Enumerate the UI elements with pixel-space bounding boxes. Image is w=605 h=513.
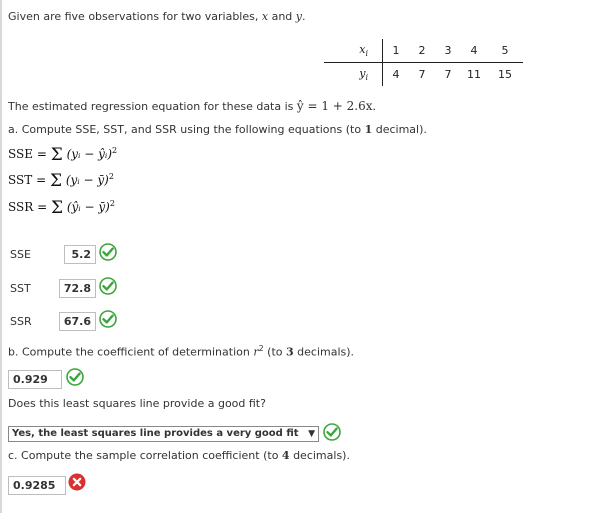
squared: 2 xyxy=(112,146,118,155)
part-a-precision: 1 xyxy=(364,123,373,136)
y-cell: 11 xyxy=(467,68,481,81)
y-cell: 4 xyxy=(392,68,400,81)
good-fit-question: Does this least squares line provide a good fit? xyxy=(8,397,266,410)
check-circle-icon xyxy=(99,310,117,328)
formula-sse-rhs: (yᵢ − ŷᵢ) xyxy=(66,147,113,161)
squared: 2 xyxy=(109,199,115,208)
formula-ssr-rhs: (ŷᵢ − ȳ) xyxy=(66,200,110,214)
formula-sse xyxy=(8,145,117,165)
y-cell: 15 xyxy=(498,68,512,81)
ssr-label: SSR xyxy=(10,315,32,328)
formula-sst-rhs: (yᵢ − ȳ) xyxy=(65,173,109,187)
x-cell: 4 xyxy=(461,39,487,63)
observations-table xyxy=(324,39,523,86)
r-squared-symbol: r xyxy=(253,345,259,359)
check-circle-icon xyxy=(99,243,117,261)
part-c-prompt-start: c. Compute the sample correlation coefficient (to xyxy=(8,449,282,462)
part-a-prompt xyxy=(8,123,427,136)
regression-prefix: The estimated regression equation for these data is xyxy=(8,100,297,113)
good-fit-select-value: Yes, the least squares line provides a very good fit xyxy=(12,428,299,439)
sigma-symbol: Σ xyxy=(50,198,64,218)
r-squared-sup: 2 xyxy=(258,344,264,353)
check-circle-icon xyxy=(66,368,84,386)
ssr-answer-field[interactable]: 67.6 xyxy=(59,312,96,331)
x-cell: 5 xyxy=(487,39,523,63)
formula-ssr xyxy=(8,198,115,218)
chevron-down-icon[interactable]: ▼ xyxy=(308,429,315,439)
part-a-prompt-start: a. Compute SSE, SST, and SSR using the following equations (to xyxy=(8,123,365,136)
part-b-prompt xyxy=(8,344,354,359)
x-row xyxy=(324,39,523,63)
sst-label: SST xyxy=(10,282,31,295)
y-row xyxy=(324,63,523,87)
sigma-symbol: Σ xyxy=(50,145,63,165)
x-cell: 2 xyxy=(409,39,435,63)
part-c-precision: 4 xyxy=(281,449,290,462)
y-header: $y_i$ xyxy=(324,63,383,87)
intro-text xyxy=(8,10,306,23)
x-circle-icon xyxy=(68,473,86,491)
sst-answer-field[interactable]: 72.8 xyxy=(59,279,96,298)
r-squared-answer-field[interactable]: 0.929 xyxy=(8,370,62,389)
formula-sst-lhs: SST xyxy=(8,173,33,187)
part-b-prompt-start: b. Compute the coefficient of determination xyxy=(8,345,254,359)
equals-sign: = xyxy=(36,147,47,161)
part-c-prompt-end: decimals). xyxy=(289,449,350,462)
intro-x: x xyxy=(261,10,269,23)
sse-answer-field[interactable]: 5.2 xyxy=(64,245,96,264)
x-header: $x_i$ xyxy=(324,39,383,63)
intro-prefix: Given are five observations for two variables, xyxy=(8,10,262,23)
regression-equation: ŷ = 1 + 2.6x xyxy=(296,99,373,113)
squared: 2 xyxy=(108,172,114,181)
regression-end: . xyxy=(372,100,377,113)
check-circle-icon xyxy=(323,423,341,441)
good-fit-select[interactable] xyxy=(8,426,319,442)
formula-ssr-lhs: SSR xyxy=(8,200,34,214)
part-c-prompt xyxy=(8,449,350,462)
sigma-symbol: Σ xyxy=(49,171,62,191)
x-cell: 1 xyxy=(383,39,410,63)
intro-end: . xyxy=(302,10,306,23)
regression-text xyxy=(8,99,376,113)
y-cell: 7 xyxy=(444,68,452,81)
part-b-prompt-end: decimals). xyxy=(293,345,355,359)
part-b-prompt-mid: (to xyxy=(263,345,287,359)
equals-sign: = xyxy=(37,200,48,214)
intro-y: y xyxy=(295,10,302,23)
equals-sign: = xyxy=(36,173,47,187)
formula-sse-lhs: SSE xyxy=(8,147,33,161)
left-border xyxy=(0,0,2,513)
intro-and: and xyxy=(268,10,296,23)
part-a-prompt-end: decimal). xyxy=(372,123,427,136)
check-circle-icon xyxy=(99,277,117,295)
sse-label: SSE xyxy=(10,248,31,261)
formula-sst xyxy=(8,171,114,191)
y-cell: 7 xyxy=(418,68,426,81)
part-b-precision: 3 xyxy=(286,345,294,359)
x-cell: 3 xyxy=(435,39,461,63)
correlation-answer-field[interactable]: 0.9285 xyxy=(8,476,66,495)
